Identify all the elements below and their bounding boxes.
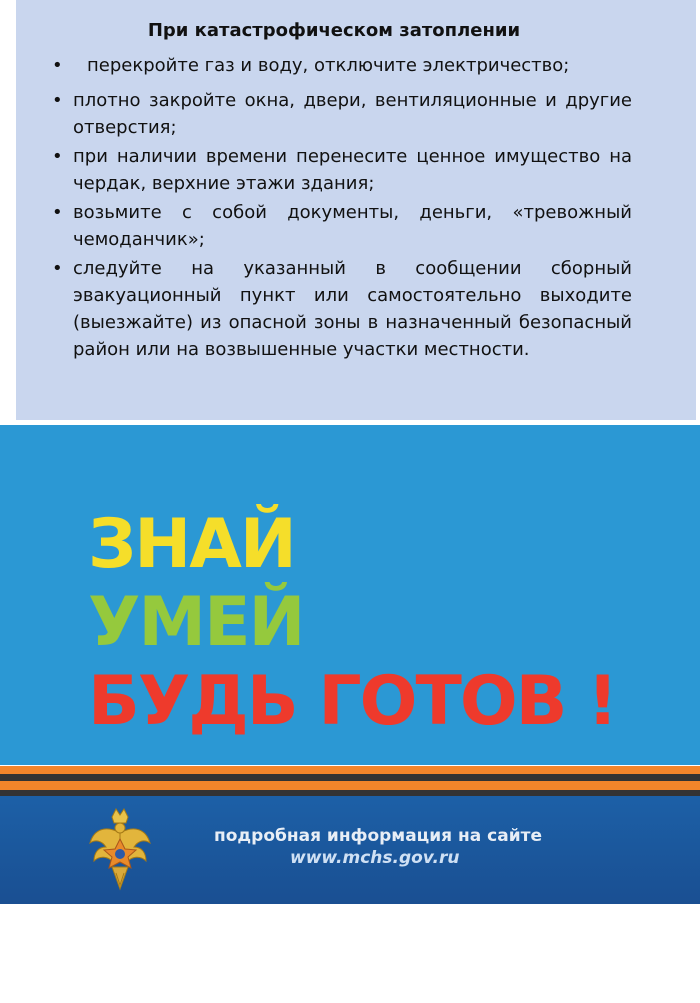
list-item-text: плотно закройте окна, двери, вентиляционные и другие отверстия;	[73, 90, 632, 138]
list-item	[0, 52, 680, 79]
ribbon-stripe	[0, 774, 700, 781]
slogan-line-3: БУДЬ ГОТОВ !	[88, 662, 617, 741]
list-item	[0, 143, 680, 197]
bullet-icon: •	[52, 90, 63, 111]
list-item-text: перекройте газ и воду, отключите электричество;	[87, 55, 570, 76]
bullet-icon: •	[52, 202, 63, 223]
list-item-text: следуйте на указанный в сообщении сборный эвакуационный пункт или самостоятельно выходите (выезжайте) из опасной зоны в назначенный безопасный район или на возвышенные участки местности.	[73, 258, 632, 360]
ribbon-stripe	[0, 766, 700, 774]
list-item	[0, 199, 680, 253]
slogan-line-1: ЗНАЙ	[88, 505, 295, 584]
bullet-icon: •	[52, 146, 63, 167]
slogan-line-2: УМЕЙ	[88, 583, 304, 662]
footer-url-link[interactable]: www.mchs.gov.ru	[290, 848, 460, 868]
instruction-list	[0, 52, 680, 363]
footer-info-text: подробная информация на сайте	[214, 826, 542, 846]
list-item	[0, 255, 680, 363]
mchs-emblem-icon	[88, 803, 152, 893]
list-item	[0, 87, 680, 141]
info-title: При катастрофическом затоплении	[147, 20, 521, 41]
list-item-text: при наличии времени перенесите ценное имущество на чердак, верхние этажи здания;	[73, 146, 632, 194]
ribbon-stripe	[0, 781, 700, 790]
bullet-icon: •	[52, 258, 63, 279]
bullet-icon: •	[52, 55, 63, 76]
list-item-text: возьмите с собой документы, деньги, «тревожный чемоданчик»;	[73, 202, 632, 250]
